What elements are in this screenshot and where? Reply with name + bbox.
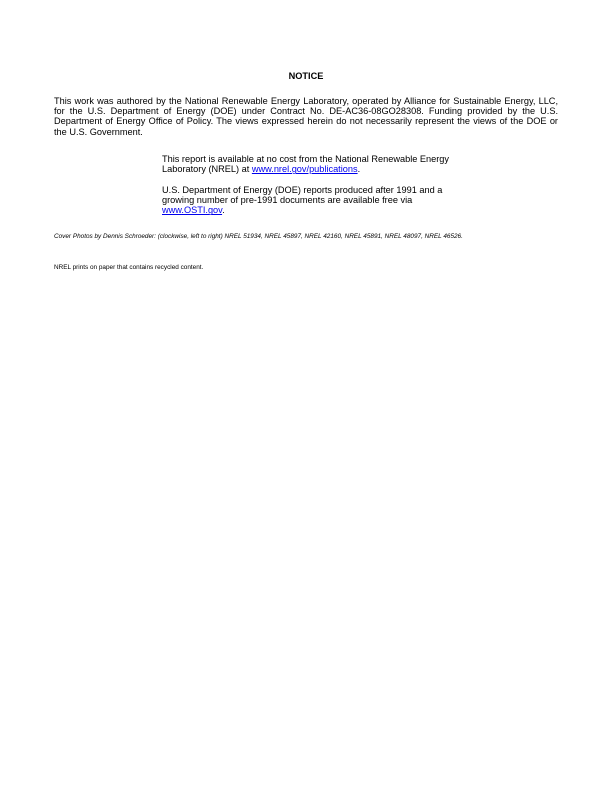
recycled-paper-note: NREL prints on paper that contains recycled content. <box>54 264 204 271</box>
osti-availability-statement <box>162 185 462 216</box>
notice-title: NOTICE <box>288 71 324 81</box>
nrel-availability-period: . <box>357 164 361 175</box>
nrel-availability-text: This report is available at no cost from the National Renewable Energy Laboratory (NREL) at <box>162 154 450 175</box>
cover-photo-credits: Cover Photos by Dennis Schroeder: (clockwise, left to right) NREL 51934, NREL 45897, NREL 42160, NREL 45891, NREL 48097, NREL 46526. <box>54 233 463 240</box>
osti-availability-period: . <box>222 205 225 216</box>
osti-link[interactable]: www.OSTI.gov <box>162 205 223 216</box>
notice-body: This work was authored by the National Renewable Energy Laboratory, operated by Alliance for Sustainable Energy, LLC, for the U.S. Department of Energy (DOE) under Contract No. DE-AC36-08GO28308. Funding provided by the U.S. Department of Energy Office of Policy. The views expressed herein do not necessarily represent the views of the DOE or the U.S. Government. <box>54 96 558 137</box>
nrel-availability-statement <box>162 154 462 174</box>
nrel-publications-link[interactable]: www.nrel.gov/publications <box>251 164 358 175</box>
osti-availability-text: U.S. Department of Energy (DOE) reports produced after 1991 and a growing number of pre-1991 documents are available free via <box>162 185 443 206</box>
